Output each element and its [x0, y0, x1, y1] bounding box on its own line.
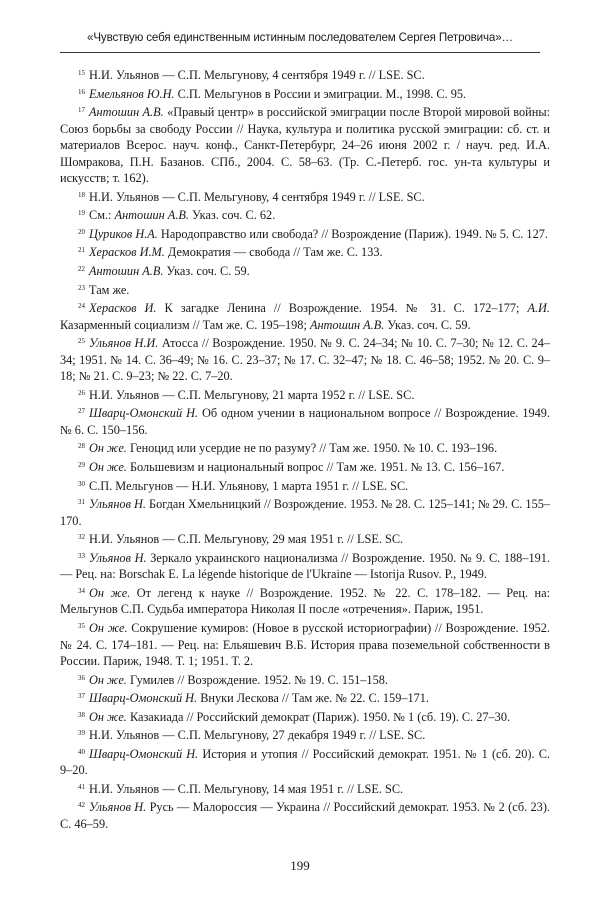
footnote — [60, 65, 550, 84]
footnote-text: Казакиада // Российский демократ (Париж). 1950. № 1 (сб. 19). С. 27–30. — [126, 709, 511, 724]
footnote-number: 32 — [78, 533, 85, 542]
footnote-text: К загадке Ленина // Возрождение. 1954. № 31. С. 172–177; — [156, 301, 528, 316]
footnote-text: Геноцид или усердие не по разуму? // Там же. 1950. № 10. С. 193–196. — [126, 441, 498, 456]
footnote-number: 15 — [78, 69, 85, 77]
page-number: 199 — [290, 858, 310, 873]
footnote-text: Указ. соч. С. 62. — [188, 208, 276, 223]
footnote-text: Атосса // Возрождение. 1950. № 9. С. 24–34; № 10. С. 7–30; № 12. С. 24–34; 1951. № 14. С. 36–49; № 16. С. 23–37; № 17. С. 32–47; № 18. С. 46–58; 1952. № 20. С. 9–18; № 21. С. 9–23; № 22. С. 7–20. — [60, 336, 551, 384]
footnote-author: Антошин А.В. — [309, 317, 385, 332]
footnote-number: 20 — [78, 227, 85, 236]
footnote-author: Емельянов Ю.Н. — [89, 86, 175, 101]
footnote-author: Ульянов Н. — [89, 497, 146, 512]
footnote-number: 27 — [78, 407, 85, 416]
footnote-text: От легенд к науке // Возрождение. 1952. № 22. С. 178–182. — Рец. на: Мельгунов С.П. Судьба императора Николая II после «отречения». Париж, 1951. — [60, 585, 550, 617]
footnote — [60, 529, 550, 548]
footnote-text: Зеркало украинского национализма // Возрождение. 1950. № 9. С. 188–191. — Рец. на: Borschak E. La légende historique de l'Ukraine — Istorija Rusov. P., 1949. — [60, 550, 551, 582]
footnote — [60, 457, 550, 476]
footnote-author: Херасков И. — [89, 301, 157, 316]
footnote-text: Указ. соч. С. 59. — [384, 317, 471, 332]
footnote-author: Антошин А.В. — [114, 208, 189, 223]
footnote-author: Антошин А.В. — [89, 264, 164, 279]
footnote-author: Он же. — [89, 672, 127, 687]
footnote — [60, 707, 550, 726]
footnote — [60, 242, 550, 261]
footnote-number: 36 — [78, 673, 85, 682]
footnotes-block — [60, 65, 550, 833]
footnote-text: Большевизм и национальный вопрос // Там же. 1951. № 13. С. 156–167. — [126, 460, 505, 475]
footnote-text: Русь — Малороссия — Украина // Российский демократ. 1953. № 2 (сб. 23). С. 46–59. — [60, 800, 551, 831]
footnote-text: Казарменный социализм // Там же. С. 195–198; — [60, 317, 310, 332]
footnote — [60, 84, 550, 103]
footnote — [60, 280, 550, 299]
footnote — [60, 205, 550, 224]
footnote-number: 30 — [78, 479, 85, 488]
footnote — [60, 187, 550, 206]
footnote-number: 16 — [78, 87, 85, 96]
footnote-text: Внуки Лескова // Там же. № 22. С. 159–171. — [197, 691, 430, 706]
footnote-number: 23 — [78, 283, 85, 292]
footnote — [60, 385, 550, 404]
footnote-text: Указ. соч. С. 59. — [163, 264, 250, 279]
footnote-text: Демократия — свобода // Там же. С. 133. — [164, 245, 383, 260]
footnote-author: Цуриков Н.А. — [89, 226, 158, 241]
footnote — [60, 797, 550, 832]
footnote-text: См.: — [89, 208, 115, 223]
footnote-text: С.П. Мельгунов в России и эмиграции. М., 1998. С. 95. — [174, 86, 467, 101]
footnote — [60, 779, 550, 798]
footnote-number: 29 — [78, 461, 85, 470]
footnote-author: Он же. — [89, 620, 128, 635]
footnote-number: 40 — [78, 747, 85, 756]
footnote-number: 35 — [78, 621, 85, 630]
footnote — [60, 261, 550, 280]
footnote — [60, 725, 550, 744]
footnote — [60, 476, 550, 495]
footnote-author: Шварц-Омонский Н. — [89, 691, 198, 706]
footnote-author: Ульянов Н. — [89, 550, 147, 565]
footnote-text: «Правый центр» в российской эмиграции после Второй мировой войны: Союз борьбы за свободу России // Наука, культура и политика русской эмиграции: сб. ст. и материалов Всерос. науч. конф., Санкт-Петербург, 24–26 июня 2002 г. / науч. ред. И.А. Шомракова, П.Н. Базанов. СПб., 2004. С. 58–63. (Тр. С.-Петерб. гос. ун-та культуры и искусств; т. 162). — [60, 105, 550, 186]
footnote-text: Н.И. Ульянов — С.П. Мельгунову, 21 марта 1952 г. // LSE. SC. — [89, 387, 415, 402]
footnote — [60, 333, 550, 385]
footnote-number: 37 — [78, 692, 85, 701]
footnote-text: Н.И. Ульянов — С.П. Мельгунову, 4 сентября 1949 г. // LSE. SC. — [89, 68, 425, 82]
footnote — [60, 744, 550, 779]
footnote-number: 17 — [78, 106, 85, 115]
footnote-number: 38 — [78, 710, 85, 719]
footnote — [60, 298, 550, 333]
footnote — [60, 618, 550, 670]
footnote — [60, 438, 550, 457]
footnote — [60, 670, 550, 689]
footnote-number: 21 — [78, 246, 85, 255]
footnote-number: 31 — [78, 498, 85, 507]
footnote-text: Об одном учении в национальном вопросе // Возрождение. 1949. № 6. С. 150–156. — [60, 406, 550, 437]
footnote — [60, 102, 550, 187]
footnote-number: 22 — [78, 265, 85, 274]
footnote-number: 39 — [78, 729, 85, 738]
footnote — [60, 548, 550, 583]
footnote-author: Ульянов Н. — [89, 800, 147, 815]
footnote-text: Гумилев // Возрождение. 1952. № 19. С. 151–158. — [126, 672, 388, 687]
footnote-author: Херасков И.М. — [89, 245, 165, 260]
running-header: «Чувствую себя единственным истинным последователем Сергея Петровича»… — [87, 31, 513, 44]
footnote-author: Он же. — [89, 460, 127, 475]
header-rule — [60, 52, 540, 53]
footnote-number: 42 — [78, 801, 85, 810]
footnote-author: А.И. — [527, 301, 550, 316]
footnote-author: Антошин А.В. — [89, 105, 164, 120]
footnote — [60, 224, 550, 243]
footnote-text: Н.И. Ульянов — С.П. Мельгунову, 27 декабря 1949 г. // LSE. SC. — [89, 728, 426, 743]
footnote-author: Он же. — [89, 585, 131, 600]
footnote-number: 25 — [78, 337, 85, 346]
footnote-text: Н.И. Ульянов — С.П. Мельгунову, 4 сентября 1949 г. // LSE. SC. — [89, 189, 425, 204]
footnote — [60, 583, 550, 618]
footnote-text: Сокрушение кумиров: (Новое в русской историографии) // Возрождение. 1952. № 24. С. 174–181. — Рец. на: Ельяшевич В.Б. История права поземельной собственности в России. Париж, 1948. Т. 1; 1951. Т. 2. — [60, 620, 550, 669]
footnote-author: Он же. — [89, 709, 127, 724]
footnote-number: 41 — [78, 782, 85, 791]
footnote-number: 34 — [78, 586, 85, 595]
footnote-text: Н.И. Ульянов — С.П. Мельгунову, 14 мая 1951 г. // LSE. SC. — [89, 781, 404, 796]
footnote-text: Богдан Хмельницкий // Возрождение. 1953. № 28. С. 125–141; № 29. С. 155–170. — [60, 497, 551, 528]
footnote-text: Н.И. Ульянов — С.П. Мельгунову, 29 мая 1951 г. // LSE. SC. — [89, 532, 404, 547]
footnote-author: Шварц-Омонский Н. — [89, 406, 199, 421]
footnote-text: История и утопия // Российский демократ. 1951. № 1 (сб. 20). С. 9–20. — [60, 746, 550, 778]
footnote-author: Ульянов Н.И. — [89, 336, 159, 351]
footnote — [60, 403, 550, 438]
footnote-author: Он же. — [89, 441, 127, 456]
footnote-text: Народоправство или свобода? // Возрождение (Париж). 1949. № 5. С. 127. — [157, 226, 548, 241]
footnote-text: С.П. Мельгунов — Н.И. Ульянову, 1 марта 1951 г. // LSE. SC. — [89, 478, 409, 493]
footnote-number: 24 — [78, 302, 85, 311]
footnote-text: Там же. — [89, 282, 130, 297]
footnote-number: 18 — [78, 190, 85, 199]
footnote-number: 33 — [78, 551, 85, 560]
footnote-number: 19 — [78, 209, 85, 218]
footnote-author: Шварц-Омонский Н. — [89, 746, 199, 761]
footnote — [60, 688, 550, 707]
footnote-number: 28 — [78, 442, 85, 451]
footnote-number: 26 — [78, 388, 85, 397]
footnote — [60, 494, 550, 529]
